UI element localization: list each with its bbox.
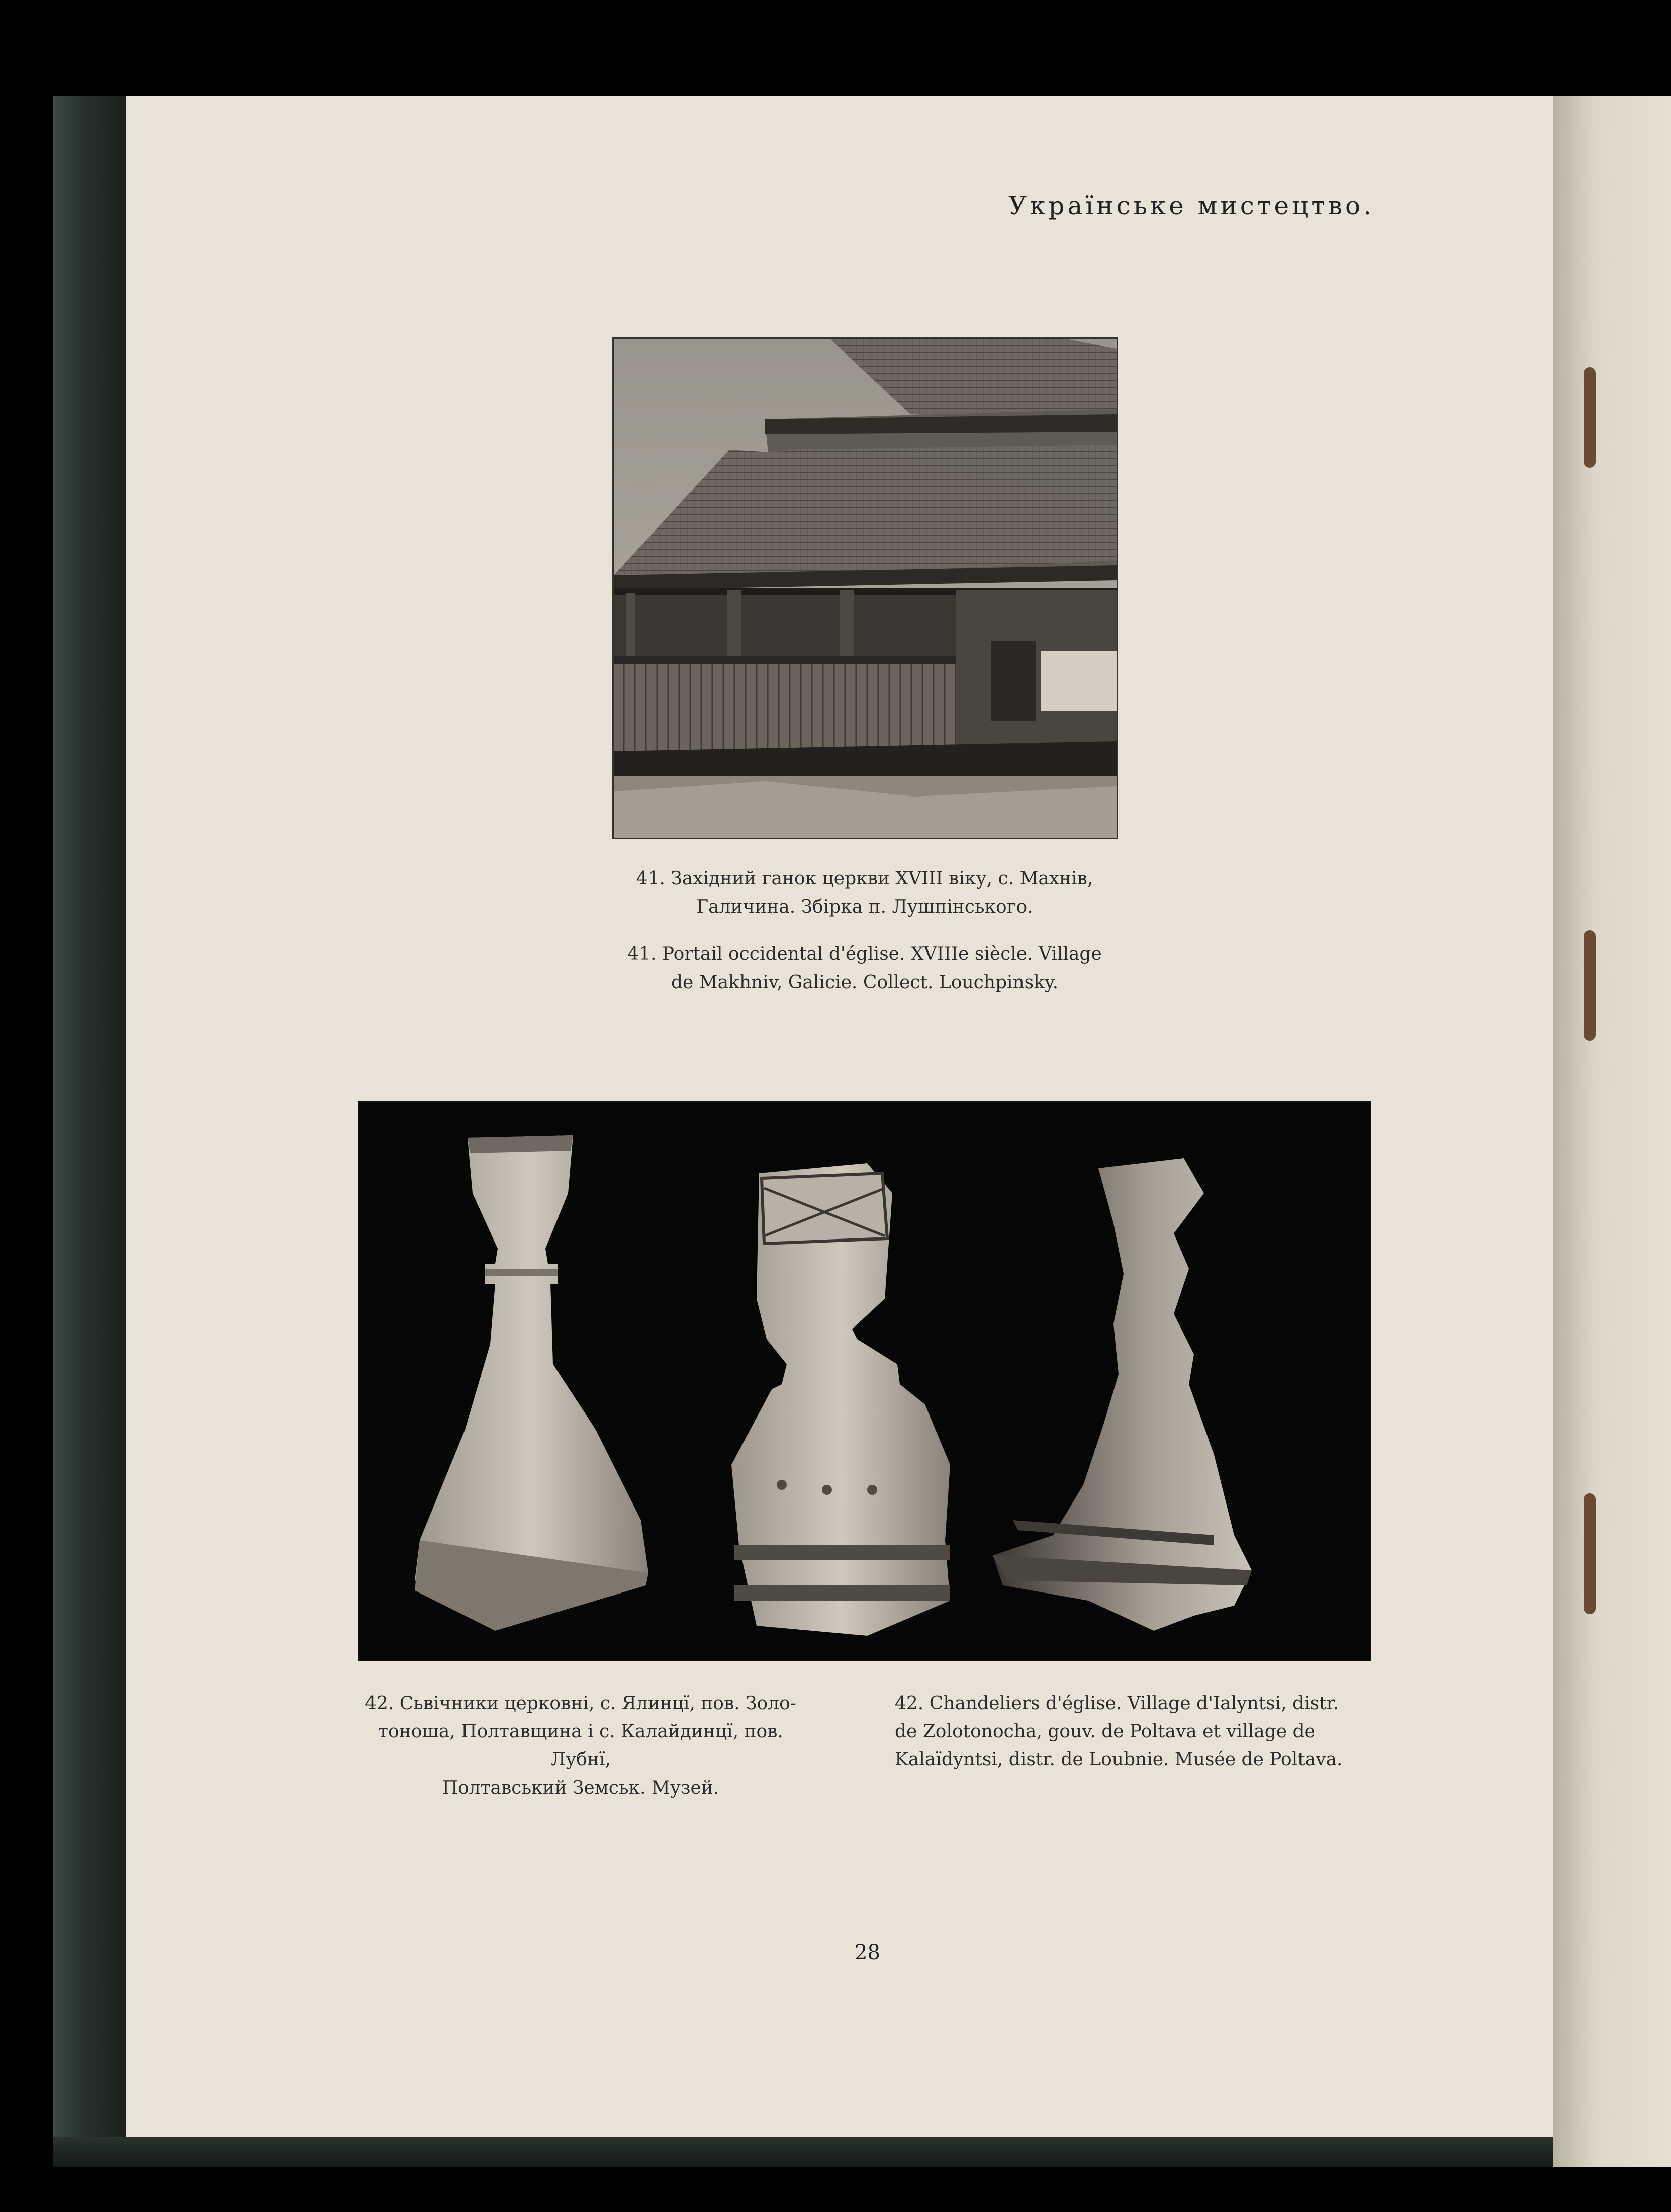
figure-42-caption-french bbox=[895, 1690, 1377, 1774]
caption-line: Галичина. Збірка п. Лушпінського. bbox=[696, 897, 1033, 917]
caption-line: de Zolotonocha, gouv. de Poltava et village de bbox=[895, 1721, 1315, 1742]
running-head: Українське мистецтво. bbox=[1008, 191, 1374, 220]
caption-line: 42. Chandeliers d'église. Village d'Ialyntsi, distr. bbox=[895, 1693, 1339, 1714]
caption-line: тоноша, Полтавщина і с. Калайдинцї, пов. Лубнї, bbox=[378, 1721, 783, 1770]
paper-mark bbox=[1584, 1493, 1596, 1614]
caption-line: de Makhniv, Galicie. Collect. Louchpinsky. bbox=[671, 972, 1059, 993]
paper-mark bbox=[1584, 367, 1596, 468]
book-bottom-edge bbox=[53, 2137, 1553, 2167]
page-number: 28 bbox=[855, 1941, 880, 1964]
church-porch-illustration bbox=[614, 339, 1117, 838]
caption-line: 42. Сьвічники церковні, с. Ялинцї, пов. Золо- bbox=[365, 1693, 796, 1714]
caption-line: Kalaïdyntsi, distr. de Loubnie. Musée de Poltava. bbox=[895, 1749, 1343, 1770]
candlesticks-photo bbox=[358, 1101, 1371, 1661]
church-porch-photo bbox=[612, 337, 1118, 839]
paper-mark bbox=[1584, 930, 1596, 1041]
candlesticks-illustration bbox=[359, 1103, 1370, 1660]
figure-41-caption-french bbox=[578, 940, 1151, 997]
caption-line: Полтавський Земськ. Музей. bbox=[442, 1778, 719, 1798]
facing-page-edge bbox=[1553, 96, 1671, 2167]
figure-41-caption-ukrainian bbox=[578, 865, 1151, 921]
caption-line: 41. Західний ганок церкви XVIII віку, с. Махнів, bbox=[636, 868, 1093, 889]
book-spine-edge bbox=[53, 96, 126, 2137]
caption-line: 41. Portail occidental d'église. XVIIIe siècle. Village bbox=[627, 944, 1102, 964]
figure-42-caption-ukrainian bbox=[347, 1690, 814, 1802]
